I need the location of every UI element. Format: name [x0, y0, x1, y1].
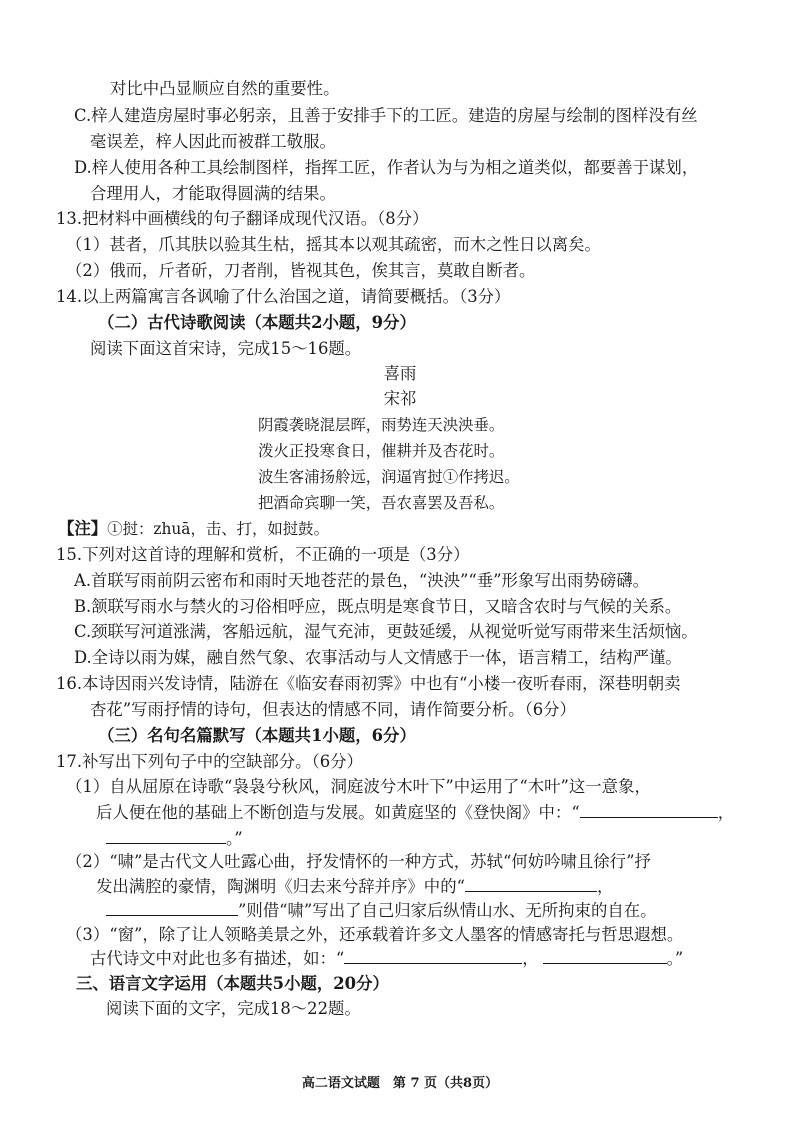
text-segment: ， — [717, 803, 735, 822]
poem-note — [58, 517, 329, 541]
question-17-part-3: （3）“窗”，除了让人领略美景之外，还承载着许多文人墨客的情感寄托与哲思遐想。 — [66, 925, 684, 944]
question-17: 17.补写出下列句子中的空缺部分。（6分） — [56, 752, 363, 771]
text-segment: 。” — [666, 949, 684, 968]
text-segment: ， — [596, 877, 614, 896]
option-d: D.梓人使用各种工具绘制图样，指挥工匠，作者认为与为相之道类似，都要善于谋划， — [74, 158, 699, 177]
option-a: A.首联写雨前阴云密布和雨时天地苍茫的景色，“泱泱”“垂”形象写出雨势磅礴。 — [74, 571, 650, 590]
section-heading-recitation: （三）名句名篇默写（本题共1小题，6分） — [98, 726, 416, 745]
poem-author: 宋祁 — [383, 389, 417, 408]
text-segment: ”则借“啸”写出了自己归家后纵情山水、无所拘束的自在。 — [238, 901, 657, 920]
fill-line — [106, 899, 657, 923]
option-d: D.全诗以雨为媒，融自然气象、农事活动与人文情感于一体，语言精工，结构严谨。 — [74, 648, 682, 667]
fill-line — [96, 875, 613, 899]
question-13-part-1: （1）甚者，爪其肤以验其生枯，摇其本以观其疏密，而木之性日以离矣。 — [66, 235, 601, 254]
page-footer: 高二语文试题 第 7 页（共8页） — [301, 1076, 499, 1091]
question-17-part-2: （2）“啸”是古代文人吐露心曲，抒发情怀的一种方式，苏轼“何妨吟啸且徐行”抒 — [66, 852, 651, 871]
section-heading-poetry: （二）古代诗歌阅读（本题共2小题，9分） — [98, 313, 416, 332]
text-line: 对比中凸显顺应自然的重要性。 — [110, 79, 340, 98]
answer-blank[interactable] — [344, 949, 522, 964]
note-text: ①挝：zhuā，击、打，如挝鼓。 — [107, 520, 329, 538]
text-segment: 古代诗文中对此也多有描述，如：“ — [90, 949, 345, 968]
answer-blank[interactable] — [543, 949, 667, 964]
section-heading-language: 三、语言文字运用（本题共5小题，20分） — [76, 974, 389, 993]
poem-line: 阴霞袭晓混层晖，雨势连天泱泱垂。 — [258, 416, 505, 434]
text-segment: 后人便在他的基础上不断创造与发展。如黄庭坚的《登快阁》中：“ — [96, 803, 580, 822]
text-line: 合理用人，才能取得圆满的结果。 — [90, 184, 336, 203]
option-b: B.颔联写雨水与禁火的习俗相呼应，既点明是寒食节日，又暗含农时与气候的关系。 — [74, 597, 682, 616]
question-13: 13.把材料中画横线的句子翻译成现代汉语。（8分） — [56, 209, 429, 228]
text-line: 毫误差，梓人因此而被群工敬服。 — [90, 132, 336, 151]
option-c: C.颈联写河道涨满，客船远航，湿气充沛，更鼓延缓，从视觉听觉写雨带来生活烦恼。 — [74, 622, 698, 641]
question-17-part-1: （1）自从屈原在诗歌“袅袅兮秋风，洞庭波兮木叶下”中运用了“木叶”这一意象， — [66, 777, 651, 796]
fill-line — [96, 801, 734, 825]
option-c: C.梓人建造房屋时事必躬亲，且善于安排手下的工匠。建造的房屋与绘制的图样没有丝 — [74, 106, 698, 125]
poem-title: 喜雨 — [383, 364, 417, 383]
answer-blank[interactable] — [106, 901, 238, 916]
question-15: 15.下列对这首诗的理解和赏析，不正确的一项是（3分） — [56, 545, 470, 564]
instruction: 阅读下面的文字，完成18～22题。 — [106, 999, 361, 1018]
question-14: 14.以上两篇寓言各讽喻了什么治国之道，请简要概括。（3分） — [56, 287, 511, 306]
poem-line: 泼火正投寒食日，催耕并及杏花时。 — [258, 442, 505, 460]
answer-blank[interactable] — [106, 829, 226, 844]
text-segment: 。” — [226, 829, 243, 848]
text-line: 杏花”写雨抒情的诗句，但表达的情感不同，请作简要分析。（6分） — [90, 700, 576, 719]
instruction: 阅读下面这首宋诗，完成15～16题。 — [90, 339, 362, 358]
question-16: 16.本诗因雨兴发诗情，陆游在《临安春雨初霁》中也有“小楼一夜听春雨，深巷明朝卖 — [56, 674, 681, 693]
note-label: 【注】 — [58, 519, 108, 538]
poem-line: 把酒命宾聊一笑，吾农喜罢及吾私。 — [258, 494, 505, 512]
question-13-part-2: （2）俄而，斤者斫，刀者削，皆视其色，俟其言，莫敢自断者。 — [66, 261, 536, 280]
text-segment: ， — [522, 949, 539, 968]
poem-line: 波生客浦扬舲远，润逼宵挝①作拷迟。 — [258, 468, 520, 486]
fill-line — [90, 947, 683, 971]
text-segment: 发出满腔的豪情，陶渊明《归去来兮辞并序》中的“ — [96, 877, 465, 896]
answer-blank[interactable] — [465, 877, 597, 892]
fill-line — [106, 827, 243, 851]
answer-blank[interactable] — [580, 803, 718, 818]
